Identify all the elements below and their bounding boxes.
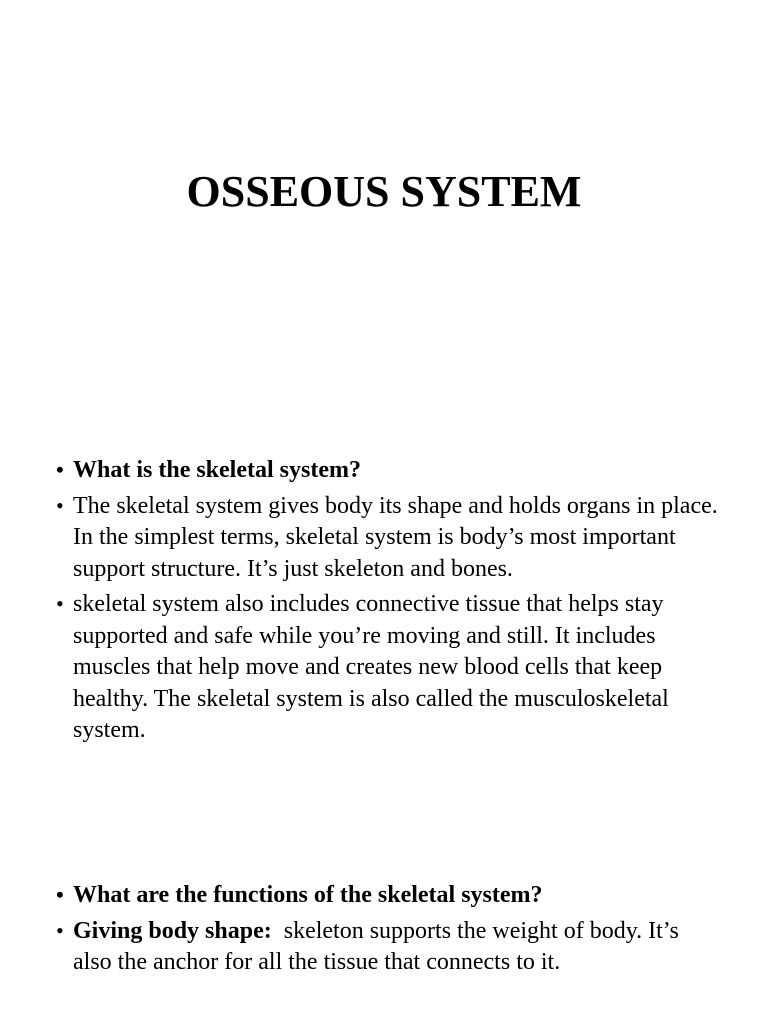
intro-bullet-list: [56, 455, 720, 751]
function-label: Giving body shape:: [73, 917, 272, 944]
paragraph-definition: • The skeletal system gives body its shape and holds organs in place. In the simplest terms, skeletal system is body’s most important support structure. It’s just skeleton and bones.: [56, 491, 720, 586]
function-text: skeleton supports the weight of body. It’s also the anchor for all the tissue that connects to it.: [73, 917, 679, 975]
paragraph-connective-tissue: • skeletal system also includes connective tissue that helps stay supported and safe while you’re moving and still. It includes muscles that help move and creates new blood cells that keep healthy. The skeletal system is also called the musculoskeletal system.: [56, 589, 720, 747]
function-giving-body-shape: [56, 916, 720, 979]
functions-bullet-list: [56, 880, 720, 983]
question-functions: • What are the functions of the skeletal system?: [56, 880, 720, 912]
page-title: OSSEOUS SYSTEM: [186, 167, 582, 216]
question-skeletal-system: • What is the skeletal system?: [56, 455, 720, 487]
